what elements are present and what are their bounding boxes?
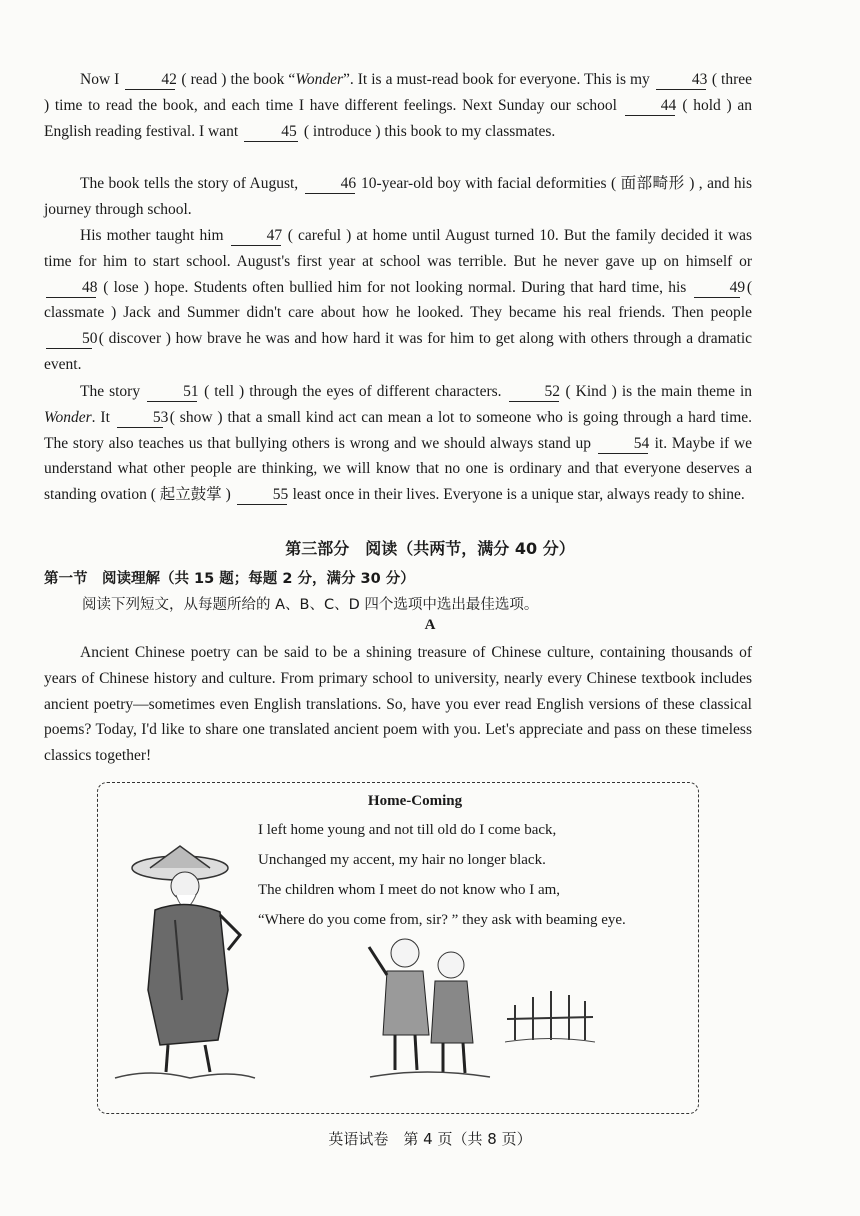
fence-illustration — [505, 985, 595, 1045]
blank-48[interactable]: 48 — [46, 279, 96, 298]
blank-54[interactable]: 54 — [598, 435, 648, 454]
cloze-paragraph-2: The book tells the story of August, 46 10-year-old boy with facial deformities ( 面部畸形 ) , and his journey through school. — [44, 175, 753, 218]
book-title: Wonder — [44, 408, 92, 426]
part3-title: 第三部分 阅读（共两节，满分 40 分） — [285, 539, 575, 558]
blank-51[interactable]: 51 — [147, 383, 197, 402]
poem-title: Home-Coming — [367, 793, 463, 809]
blank-43[interactable]: 43 — [656, 71, 706, 90]
blank-47[interactable]: 47 — [231, 227, 281, 246]
passage-letter: A — [424, 617, 436, 633]
old-man-illustration — [110, 840, 260, 1090]
cloze-paragraph-3: His mother taught him 47 ( careful ) at home until August turned 10. But the family decided it was time for him to start school. August's first year at school was terrible. But he never gave up on himself or 48 ( lose ) hope. Students often bullied him for not looking normal. During that hard time, his 49 ( classmate ) Jack and Summer didn't care about how he looked. They became his real friends. Then people 50 ( discover ) how brave he was and how hard it was for him to get along with others through a dramatic event. — [44, 227, 753, 373]
blank-55[interactable]: 55 — [237, 486, 287, 505]
book-title: Wonder — [295, 71, 343, 88]
passage-a-intro: Ancient Chinese poetry can be said to be a shining treasure of Chinese culture, containing thousands of years of Chinese history and culture. From primary school to university, nearly every Chinese textbook includes ancient poetry—sometimes even English translations. So, have you ever read English versions of these classical poems? Today, I'd like to share one translated ancient poem with you. Let's appreciate and pass on these timeless classics together! — [44, 644, 752, 765]
cloze-paragraph-1: Now I 42 ( read ) the book “Wonder”. It is a must-read book for everyone. This is my 43 ( three ) time to read the book, and each time I have different feelings. Next Sunday our school 44 ( hold ) an English reading festival. I want 45 ( introduce ) this book to my classmates. — [44, 71, 753, 140]
poem-line-2: Unchanged my accent, my hair no longer black. — [258, 852, 546, 868]
blank-44[interactable]: 44 — [625, 97, 675, 116]
section1-title: 第一节 阅读理解（共 15 题；每题 2 分，满分 30 分） — [44, 571, 415, 587]
blank-53[interactable]: 53 — [117, 409, 163, 428]
page-footer: 英语试卷 第 4 页（共 8 页） — [328, 1130, 532, 1148]
instruction-text: 阅读下列短文，从每题所给的 A、B、C、D 四个选项中选出最佳选项。 — [82, 597, 539, 613]
blank-42[interactable]: 42 — [125, 71, 175, 90]
poem-line-3: The children whom I meet do not know who I am, — [258, 882, 561, 898]
blank-46[interactable]: 46 — [305, 175, 355, 194]
poem-line-4: “Where do you come from, sir? ” they ask with beaming eye. — [258, 912, 626, 928]
cloze-paragraph-4: The story 51 ( tell ) through the eyes of different characters. 52 ( Kind ) is the main theme in Wonder. It 53 ( show ) that a small kind act can mean a lot to someone who is going through a hard time. The story also teaches us that bullying others is wrong and we should always stand up 54 it. Maybe if we understand what other people are thinking, we will know that no one is ordinary and that everyone deserves a standing ovation ( 起立鼓掌 ) 55 least once in their lives. Everyone is a unique star, always ready to shine. — [44, 383, 753, 504]
blank-50[interactable]: 50 — [46, 330, 92, 349]
blank-49[interactable]: 49 — [694, 279, 740, 298]
blank-45[interactable]: 45 — [244, 123, 298, 142]
poem-line-1: I left home young and not till old do I come back, — [258, 822, 557, 838]
blank-52[interactable]: 52 — [509, 383, 559, 402]
children-illustration — [365, 935, 495, 1085]
